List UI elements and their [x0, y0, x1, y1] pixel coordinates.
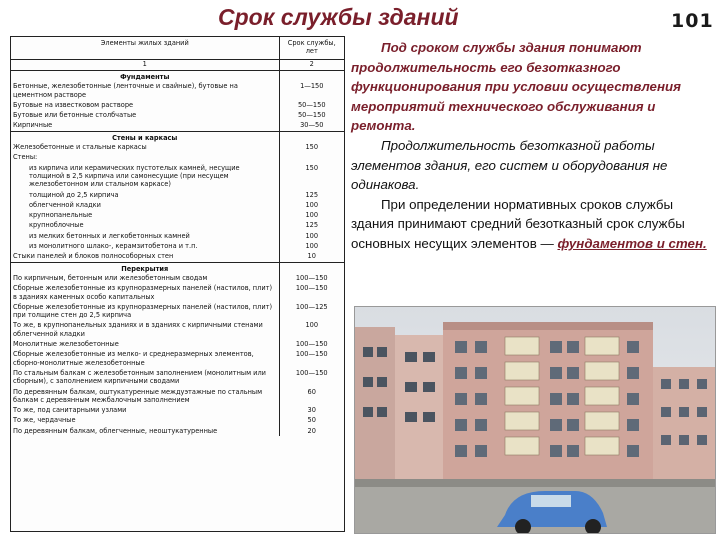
- page-number: 101: [671, 10, 714, 32]
- building-illustration: [355, 307, 716, 534]
- element-name: Стыки панелей и блоков полнособорных стен: [13, 252, 174, 261]
- service-life-value: 100—125: [279, 302, 344, 321]
- service-life-value: 150: [279, 163, 344, 190]
- element-name: из мелких бетонных и легкобетонных камней: [29, 231, 190, 240]
- table-row: [11, 100, 344, 110]
- table-row: [11, 405, 344, 415]
- table-row: [11, 241, 344, 251]
- element-name: облегченной кладки: [29, 200, 101, 209]
- element-name: Бутовые на известковом растворе: [13, 100, 134, 109]
- table-row: [11, 320, 344, 339]
- element-name: крупнопанельные: [29, 211, 93, 220]
- service-life-value: 60: [279, 387, 344, 406]
- element-name: То же, в крупнопанельных зданиях и в зданиях с кирпичными стенами облегченной кладки: [13, 321, 263, 338]
- table-row: [11, 349, 344, 368]
- table-row: [11, 200, 344, 210]
- table-row: [11, 142, 344, 152]
- service-life-value: 100: [279, 200, 344, 210]
- element-name: То же, чердачные: [13, 416, 76, 425]
- table-row: [11, 190, 344, 200]
- table-section-row: [11, 262, 344, 273]
- element-name: Монолитные железобетонные: [13, 340, 119, 349]
- service-life-value: 30: [279, 405, 344, 415]
- element-name: То же, под санитарными узлами: [13, 406, 127, 415]
- table-body: [11, 37, 344, 436]
- service-life-value: 100: [279, 210, 344, 220]
- service-life-value: [279, 152, 344, 162]
- table-row: [11, 339, 344, 349]
- service-life-value: 125: [279, 190, 344, 200]
- table-row: [11, 220, 344, 230]
- table-section-row: [11, 131, 344, 142]
- table-row: [11, 110, 344, 120]
- col1-number: 1: [11, 60, 279, 71]
- table-number-row: [11, 60, 344, 71]
- table-row: [11, 210, 344, 220]
- element-name: По стальным балкам с железобетонным заполнением (монолитным или сборным), с заполнением кирпичными сводами: [13, 368, 266, 386]
- service-life-value: 125: [279, 220, 344, 230]
- table-row: [11, 81, 344, 100]
- element-name: Бетонные, железобетонные (ленточные и свайные), бутовые на цементном растворе: [13, 82, 238, 99]
- service-life-value: 50—150: [279, 110, 344, 120]
- table-row: [11, 251, 344, 262]
- service-life-value: 50—150: [279, 100, 344, 110]
- table-row: [11, 415, 344, 425]
- section-title: Стены и каркасы: [11, 131, 279, 142]
- service-life-value: 100: [279, 241, 344, 251]
- service-life-value: [279, 131, 344, 142]
- table-row: [11, 368, 344, 387]
- table-row: [11, 152, 344, 162]
- table-row: [11, 273, 344, 283]
- service-life-value: 30—50: [279, 120, 344, 131]
- table-row: [11, 120, 344, 131]
- table-header-row: [11, 37, 344, 60]
- element-name: Железобетонные и стальные каркасы: [13, 143, 147, 152]
- element-name: крупноблочные: [29, 221, 84, 230]
- page-title: Срок службы зданий: [218, 4, 459, 30]
- service-life-value: 100: [279, 320, 344, 339]
- table-row: [11, 387, 344, 406]
- element-name: Бутовые или бетонные столбчатые: [13, 111, 137, 120]
- table-row: [11, 302, 344, 321]
- element-name: Сборные железобетонные из крупноразмерных панелей (настилов, плит) в зданиях каменных особо капитальных: [13, 284, 273, 301]
- definition-paragraph: Под сроком службы здания понимают продолжительность его безотказного функционирования при условии осуществления мероприятий технического обслуживания и ремонта.: [351, 40, 681, 134]
- service-life-value: 100—150: [279, 283, 344, 302]
- element-name: По кирпичным, бетонным или железобетонным сводам: [13, 273, 208, 282]
- service-life-table: [10, 36, 345, 532]
- service-life-value: 150: [279, 142, 344, 152]
- col2-number: 2: [279, 60, 344, 71]
- col1-header: Элементы жилых зданий: [11, 37, 279, 60]
- service-life-value: 100—150: [279, 349, 344, 368]
- service-life-value: 20: [279, 426, 344, 436]
- element-name: Сборные железобетонные из крупноразмерных панелей (настилов, плит) при толщине стен до 2,5 кирпича: [13, 302, 273, 320]
- element-name: из монолитного шлако-, керамзитобетона и т.п.: [29, 242, 198, 251]
- element-name: толщиной до 2,5 кирпича: [29, 190, 119, 199]
- col2-header: Срок службы, лет: [279, 37, 344, 60]
- service-life-value: 100—150: [279, 368, 344, 387]
- table-row: [11, 283, 344, 302]
- section-title: Фундаменты: [11, 71, 279, 82]
- table-row: [11, 426, 344, 436]
- element-name: По деревянным балкам, оштукатуренные междуэтажные по стальным балкам с деревянным межбалочным заполнением: [13, 387, 263, 404]
- reliability-paragraph: Продолжительность безотказной работы элементов здания, его систем и оборудования не одинакова.: [351, 137, 668, 193]
- norms-paragraph: [351, 195, 713, 254]
- element-name: По деревянным балкам, облегченные, неоштукатуренные: [13, 426, 218, 435]
- table-section-row: [11, 71, 344, 82]
- element-name: Сборные железобетонные из мелко- и среднеразмерных элементов, сборно-монолитные железобетонные: [13, 350, 254, 367]
- service-life-value: 100—150: [279, 339, 344, 349]
- norms-text: При определении нормативных сроков службы здания принимают средний безотказный срок службы основных несущих элементов —: [351, 196, 685, 251]
- service-life-value: 100: [279, 231, 344, 241]
- foundations-walls-link[interactable]: фундаментов и стен.: [557, 235, 707, 251]
- element-name: из кирпича или керамических пустотелых камней, несущие толщиной в 2,5 кирпича или самонесущие (при несущем железобетонном или стальном каркасе): [29, 163, 240, 189]
- service-life-value: 10: [279, 251, 344, 262]
- service-life-value: 100—150: [279, 273, 344, 283]
- table-row: [11, 163, 344, 190]
- service-life-value: [279, 71, 344, 82]
- element-name: Стены:: [13, 153, 38, 162]
- service-life-value: [279, 262, 344, 273]
- element-name: Кирпичные: [13, 121, 53, 130]
- description-text: [351, 38, 713, 254]
- section-title: Перекрытия: [11, 262, 279, 273]
- apartment-building-photo: [354, 306, 716, 534]
- service-life-value: 50: [279, 415, 344, 425]
- table-row: [11, 231, 344, 241]
- service-life-value: 1—150: [279, 81, 344, 100]
